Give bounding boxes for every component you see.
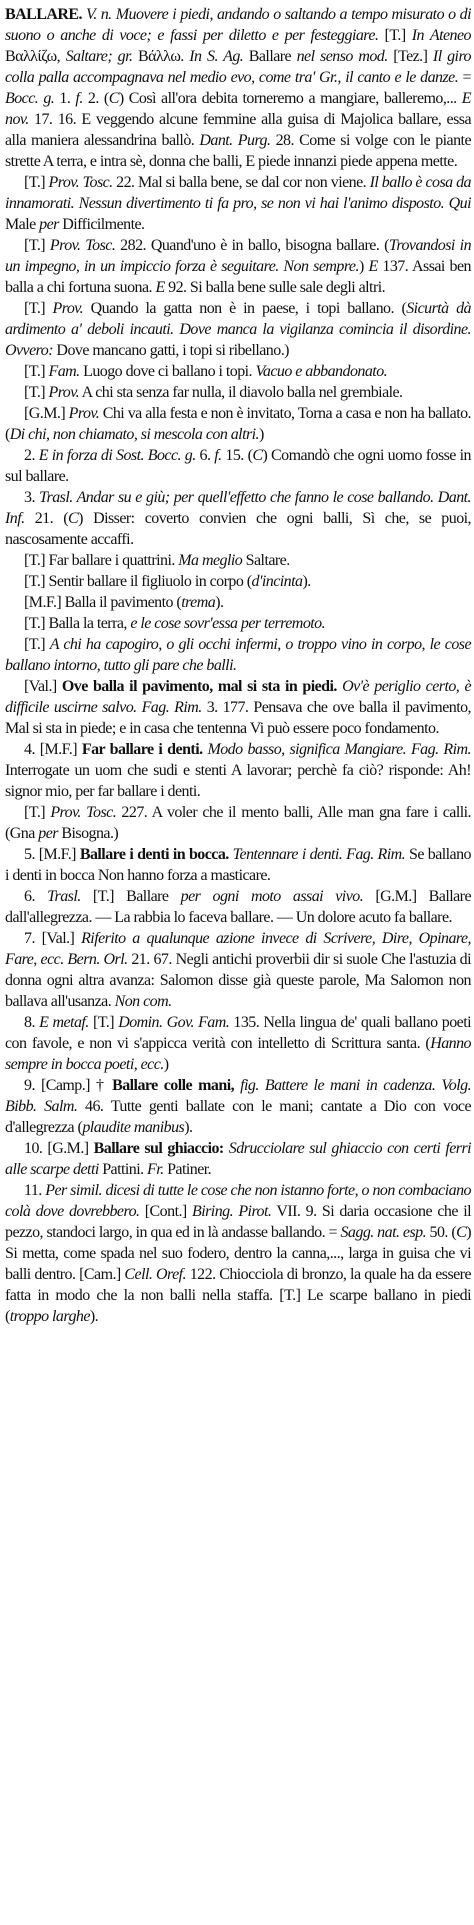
italic-run: per	[39, 216, 59, 233]
dictionary-entry-ballare	[5, 4, 471, 1327]
entry-subsense	[5, 487, 471, 550]
italic-run: Sdrucciolare sul ghiaccio con certi ferri alle scarpe detti	[5, 1140, 472, 1178]
text-run: ).	[302, 573, 311, 590]
italic-run: f.	[214, 447, 222, 464]
text-run: 6.	[195, 447, 215, 464]
italic-run: Trasl. Andar su e giù; per quell'effetto che fanno le cose ballando. Dant. Inf.	[5, 489, 471, 527]
italic-run: Il giro colla palla accompagnava nel medio evo, come tra' Gr., il canto e le danze.	[5, 48, 471, 86]
text-run: Dove mancano gatti, i topi si ribellano.)	[52, 342, 289, 359]
italic-run: C	[68, 510, 79, 527]
text-run: 2. (	[82, 90, 109, 107]
italic-run: Non com.	[114, 993, 172, 1010]
text-run: )	[163, 1056, 169, 1073]
text-run: )	[259, 426, 264, 443]
italic-run: e le cose sovr'essa per terremoto.	[130, 615, 326, 632]
entry-subsense	[5, 403, 471, 445]
phrase-heading: Ballare i denti in bocca.	[79, 846, 229, 863]
italic-run: E metaf.	[39, 1014, 89, 1031]
italic-run: nel senso mod.	[296, 48, 388, 65]
entry-subsense	[5, 613, 471, 634]
text-run: [Cont.]	[139, 1203, 192, 1220]
text-run: [T.]	[24, 384, 49, 401]
text-run: [T.]	[24, 363, 49, 380]
text-run: Male	[5, 216, 40, 233]
text-run: 10. [G.M.]	[24, 1140, 94, 1157]
entry-subsense	[5, 298, 471, 361]
italic-run: Riferito a qualunque azione invece di Scrivere, Dire, Opinare, Fare, ecc. Bern. Orl.	[5, 930, 471, 968]
italic-run: V. n.	[81, 6, 116, 23]
text-run: ).	[89, 1308, 99, 1325]
italic-run: Sagg. nat. esp.	[340, 1224, 427, 1241]
text-run: 137. Assai ben balla a chi fortuna suona.	[5, 258, 471, 296]
entry-subsense	[5, 739, 471, 802]
entry-subsense	[5, 361, 471, 382]
italic-run: A chi ha capogiro, o gli occhi infermi, o troppo vino in corpo, le cose ballano intorno, tutto gli pare che balli.	[5, 636, 472, 674]
text-run: Chi va alla festa e non è invitato, Torna a casa e non ha ballato. (	[5, 405, 471, 443]
text-run: 3.	[24, 489, 40, 506]
headword: BALLARE.	[5, 6, 82, 23]
text-run: [T.] Far ballare i quattrini.	[24, 552, 179, 569]
italic-run: per	[38, 825, 58, 842]
text-run: [G.M.]	[24, 405, 69, 422]
text-run: 7. [Val.]	[24, 930, 82, 947]
italic-run: E in forza di Sost. Bocc. g.	[38, 447, 196, 464]
text-run: 2.	[24, 447, 39, 464]
text-run: ) Comandò che ogni uomo fosse in sul ballare.	[5, 447, 471, 485]
text-run: [T.]	[24, 174, 49, 191]
italic-run: Hanno sempre in bocca poeti, ecc.	[5, 1035, 471, 1073]
text-run: Βαλλίζω,	[5, 48, 66, 65]
entry-subsense	[5, 1075, 471, 1138]
italic-run: Saltare; gr.	[65, 48, 133, 65]
italic-run: Domin. Gov. Fam.	[118, 1014, 230, 1031]
text-run: Saltare.	[242, 552, 290, 569]
text-run: ) Così all'ora debita torneremo a mangiare, balleremo,...	[118, 90, 462, 107]
phrase-heading: Ballare colle mani,	[112, 1077, 235, 1094]
italic-run: Il ballo è cosa da innamorati. Nessun divertimento ti fa pro, se non vi hai l'animo disposto. Qui	[5, 174, 471, 212]
italic-run: Fr.	[147, 1161, 164, 1178]
entry-subsense	[5, 1180, 471, 1327]
text-run: 6.	[24, 888, 48, 905]
text-run: Βάλλω.	[132, 48, 190, 65]
text-run: 28. Come si volge con le piante strette A terra, e intra sè, donna che balli, E piede innanzi piede appena mette.	[5, 132, 471, 170]
text-run: 22. Mal si balla bene, se dal cor non viene.	[112, 174, 370, 191]
text-run: Luogo dove ci ballano i topi.	[79, 363, 256, 380]
phrase-heading: Ballare sul ghiaccio:	[93, 1140, 224, 1157]
italic-run: C	[456, 1224, 467, 1241]
text-run: 9. [Camp.] †	[24, 1077, 113, 1094]
text-run: ) Disser: coverto convien che ogni balli, Sì che, se puoi, nascosamente accaffi.	[5, 510, 472, 548]
italic-run: C	[108, 90, 119, 107]
italic-run: Fam.	[48, 363, 80, 380]
italic-run: Trovandosi in un impegno, in un impiccio forza è seguitare. Non sempre.	[5, 237, 472, 275]
entry-subsense	[5, 634, 471, 676]
entry-subsense	[5, 1138, 471, 1180]
text-run: 17. 16. E veggendo alcune femmine alla guisa di Majolica ballare, essa alla maniera alessandrina ballò.	[5, 111, 471, 149]
text-run: [T.]	[24, 804, 51, 821]
text-run: Bisogna.)	[57, 825, 119, 842]
text-run: 92. Si balla bene sulle sale degli altri.	[164, 279, 386, 296]
text-run: Pattini.	[98, 1161, 148, 1178]
italic-run: E	[155, 279, 165, 296]
text-run: )	[358, 258, 369, 275]
italic-run: E	[368, 258, 378, 275]
italic-run: In Ateneo	[411, 27, 471, 44]
italic-run: Ov'è periglio certo, è difficile uscirne salvo. Fag. Rim.	[5, 678, 471, 716]
italic-run: fig. Battere le mani in cadenza. Volg. Bibb. Salm.	[5, 1077, 472, 1115]
text-run: ).	[184, 1119, 193, 1136]
text-run: [T.] Ballare	[80, 888, 181, 905]
italic-run: C	[252, 447, 263, 464]
italic-run: Prov. Tosc.	[49, 237, 116, 254]
italic-run: E nov.	[5, 90, 471, 128]
text-run: 1.	[54, 90, 76, 107]
text-run: 135. Nella lingua de' quali ballano poeti con favole, e non vi s'appicca verità con intelletto di Scrittura santa. (	[5, 1014, 471, 1052]
phrase-heading: Far ballare i denti.	[81, 741, 203, 758]
text-run: 122. Chiocciola di bronzo, la quale ha da essere fatta in modo che la non balli nella staffa. [T.] Le scarpe ballano in piedi (	[5, 1266, 471, 1325]
italic-run: Ma meglio	[178, 552, 243, 569]
text-run: 21. (	[24, 510, 69, 527]
text-run: 8.	[24, 1014, 40, 1031]
entry-subsense	[5, 445, 471, 487]
text-run: A chi sta senza far nulla, il diavolo balla nel grembiale.	[79, 384, 403, 401]
text-run: [Tez.]	[387, 48, 433, 65]
text-run: ).	[215, 594, 224, 611]
italic-run: Muovere i piedi, andando o saltando a tempo misurato o di suono o anche di voce; e fassi per diletto e per festeggiare.	[5, 6, 471, 44]
entry-subsense	[5, 592, 471, 613]
text-run: 4. [M.F.]	[24, 741, 82, 758]
text-run: 3. 177. Pensava che ove balla il pavimento, Mal si sta in piede; e in casa che tentenna Vi può essere poco fondamento.	[5, 699, 471, 737]
text-run: [T.]	[378, 27, 412, 44]
entry-subsense	[5, 550, 471, 571]
italic-run: In S. Ag.	[189, 48, 244, 65]
text-run: [T.]	[24, 237, 50, 254]
italic-run: f.	[75, 90, 83, 107]
italic-run: Prov.	[48, 384, 80, 401]
text-run: Interrogate un uom che sudi e stenti A lavorar; perchè fa ciò? risponde: Ah! signor mio, per far ballare i denti.	[5, 762, 471, 800]
text-run: Difficilmente.	[58, 216, 145, 233]
italic-run: Bocc. g.	[5, 90, 55, 107]
entry-subsense	[5, 802, 471, 844]
italic-run: Biring. Pirot.	[192, 1203, 272, 1220]
entry-definition	[5, 4, 471, 172]
text-run: 50. (	[426, 1224, 457, 1241]
text-run: 227. A voler che il mento balli, Alle man gna fare i calli. (Gna	[5, 804, 471, 842]
entry-subsense	[5, 382, 471, 403]
text-run: [M.F.] Balla il pavimento (	[24, 594, 182, 611]
text-run: 282. Quand'uno è in ballo, bisogna ballare. (	[115, 237, 389, 254]
text-run: 46. Tutte genti ballate con le mani; cantate a Dio con voce d'allegrezza (	[5, 1098, 472, 1136]
text-run: 5. [M.F.]	[24, 846, 80, 863]
text-run: [T.]	[24, 636, 50, 653]
entry-subsense	[5, 844, 471, 886]
text-run: Ballare	[243, 48, 297, 65]
italic-run: Prov.	[68, 405, 100, 422]
phrase-heading: Ove balla il pavimento, mal si sta in piedi.	[61, 678, 337, 695]
entry-subsense	[5, 928, 471, 1012]
italic-run: troppo larghe	[9, 1308, 90, 1325]
italic-run: Per simil. dicesi di tutte le cose che non istanno forte, o non combaciano colà dove dovrebbero.	[5, 1182, 471, 1220]
italic-run: Tentennare i denti. Fag. Rim.	[232, 846, 406, 863]
entry-subsense	[5, 676, 471, 739]
text-run: [T.]	[24, 300, 53, 317]
italic-run: Modo basso, significa Mangiare. Fag. Rim.	[207, 741, 471, 758]
italic-run: Di chi, non chiamato, si mescola con altri.	[9, 426, 259, 443]
text-run: 21. 67. Negli antichi proverbii dir si suole Che l'astuzia di donna ogni altra avanza: Salomon disse già queste parole, Ma Salomon non ballava all'usanza.	[5, 951, 471, 1010]
entry-subsense	[5, 571, 471, 592]
text-run: 15. (	[221, 447, 253, 464]
italic-run: Vacuo e abbandonato.	[255, 363, 388, 380]
text-run: [G.M.] Ballare dall'allegrezza. — La rabbia lo faceva ballare. — Un dolore acuto fa ballare.	[5, 888, 471, 926]
text-run: Quando la gatta non è in paese, i topi ballano. (	[83, 300, 407, 317]
italic-run: plaudite manibus	[82, 1119, 185, 1136]
text-run: [T.] Balla la terra,	[24, 615, 131, 632]
text-run: =	[458, 69, 471, 86]
italic-run: Sicurtà dà ardimento a' deboli incauti. Dove manca la vigilanza comincia il disordine. Ovvero:	[5, 300, 471, 359]
text-run: VII. 9. Si daria occasione che il pezzo, standoci largo, in qua ed in là andasse ballando. =	[5, 1203, 471, 1241]
entry-subsense	[5, 1012, 471, 1075]
italic-run: Prov. Tosc.	[48, 174, 113, 191]
italic-run: Cell. Oref.	[124, 1266, 187, 1283]
italic-run: Prov. Tosc.	[50, 804, 117, 821]
text-run: [T.] Sentir ballare il figliuolo in corpo (	[24, 573, 252, 590]
text-run: [Val.]	[24, 678, 62, 695]
italic-run: Trasl.	[47, 888, 81, 905]
text-run: Patiner.	[163, 1161, 212, 1178]
text-run: [T.]	[88, 1014, 119, 1031]
text-run: ) Si metta, come spada nel suo fodero, dentro la canna,..., larga in guisa che vi balli dentro. [Cam.]	[5, 1224, 471, 1283]
italic-run: per ogni moto assai vivo.	[180, 888, 364, 905]
italic-run: d'incinta	[251, 573, 303, 590]
entry-subsense	[5, 886, 471, 928]
italic-run: trema	[181, 594, 216, 611]
text-run: Se ballano i denti in bocca Non hanno forza a masticare.	[5, 846, 472, 884]
italic-run: Prov.	[52, 300, 84, 317]
entry-subsense	[5, 172, 471, 235]
entry-subsense	[5, 235, 471, 298]
text-run: 11.	[24, 1182, 46, 1199]
italic-run: Dant. Purg.	[199, 132, 271, 149]
